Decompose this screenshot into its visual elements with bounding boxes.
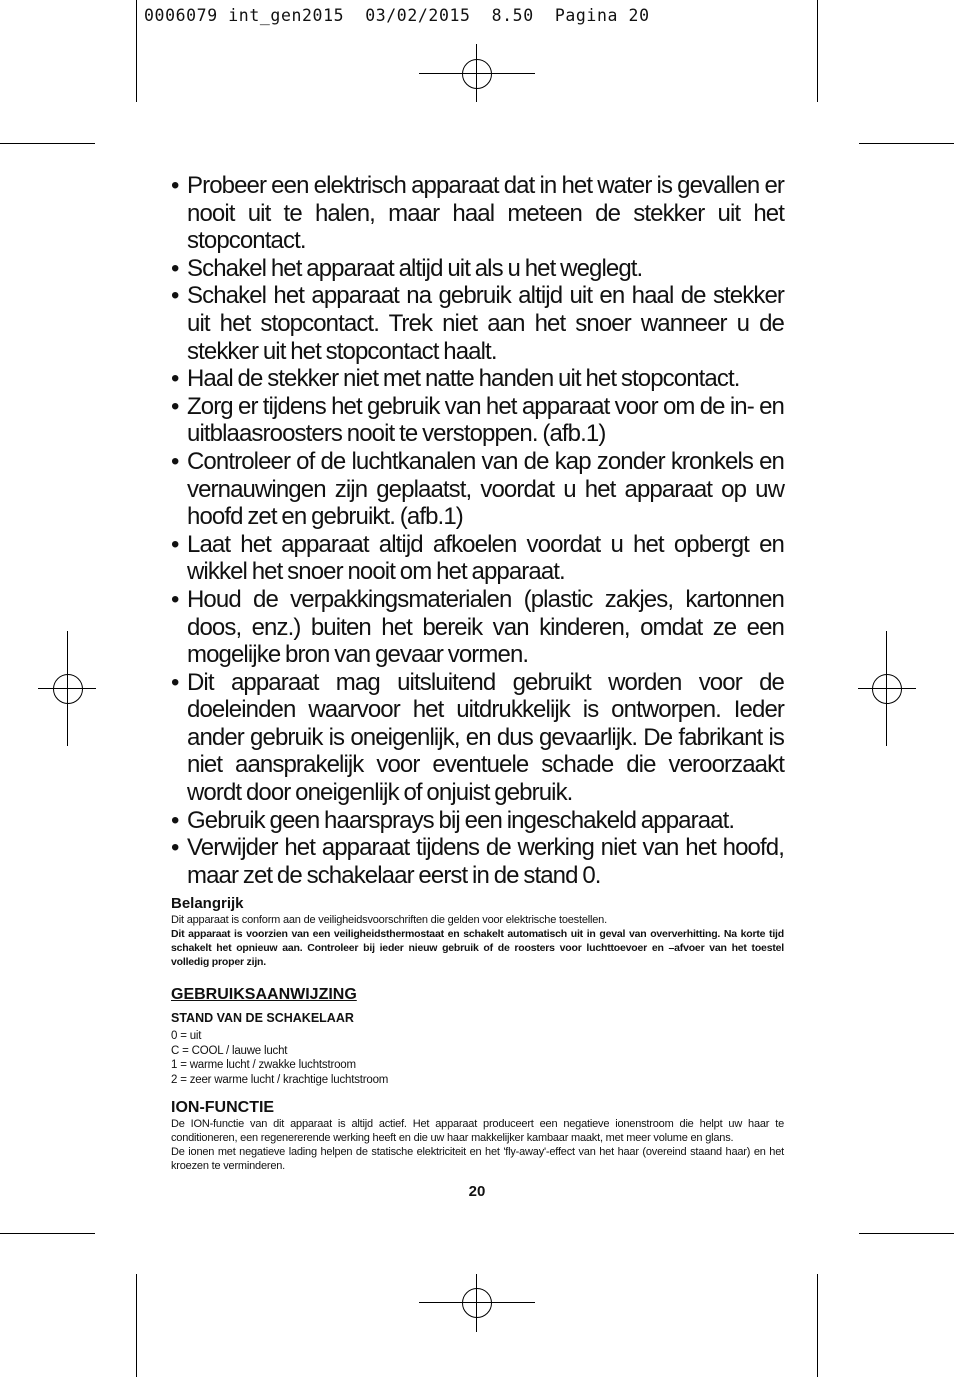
crop-mark-bottom-right-horizontal — [859, 1233, 954, 1234]
crop-mark-bottom-right-vertical — [817, 1274, 818, 1377]
ion-heading: ION-FUNCTIE — [171, 1099, 275, 1117]
switch-settings-list — [171, 1029, 784, 1087]
bullet-item: • Schakel het apparaat altijd uit als u het weglegt. — [171, 255, 784, 283]
page-number: 20 — [468, 1183, 486, 1200]
setting-item: 0 = uit — [171, 1030, 202, 1043]
bullet-item: • Houd de verpakkingsmaterialen (plastic zakjes, kartonnen doos, enz.) buiten het bereik van kinderen, omdat ze een mogelijke bron van gevaar vormen. — [171, 586, 784, 669]
bullet-item: • Controleer of de luchtkanalen van de kap zonder kronkels en vernauwingen zijn geplaatst, voordat u het apparaat op uw hoofd zet en gebruikt. (afb.1) — [171, 448, 784, 531]
crop-mark-bottom-left-vertical — [136, 1274, 137, 1377]
bullet-item: • Verwijder het apparaat tijdens de werking niet van het hoofd, maar zet de schakelaar eerst in de stand 0. — [171, 834, 784, 889]
setting-item: 2 = zeer warme lucht / krachtige luchtstroom — [171, 1073, 389, 1086]
ion-paragraph-1: De ION-functie van dit apparaat is altijd actief. Het apparaat produceert een negatieve ionenstroom die helpt uw haar te conditioneren, een regenererende werking heeft en die uw haar makkelijker kambaar maakt, met meer volume en glans. — [171, 1118, 784, 1145]
bullet-item: • Dit apparaat mag uitsluitend gebruikt worden voor de doeleinden waarvoor het uitdrukkelijk is ontworpen. Ieder ander gebruik is oneigenlijk, en dus gevaarlijk. De fabrikant is niet aansprakelijk voor eventuele schade die veroorzaakt wordt door oneigenlijk of onjuist gebruik. — [171, 669, 784, 807]
crop-mark-bottom-left-horizontal — [0, 1233, 95, 1234]
belangrijk-text: Dit apparaat is conform aan de veiligheidsvoorschriften die gelden voor elektrische toestellen. — [171, 914, 607, 927]
page-content — [171, 172, 784, 1173]
bullet-item: • Gebruik geen haarsprays bij een ingeschakeld apparaat. — [171, 807, 784, 835]
safety-bullet-list — [171, 172, 784, 889]
belangrijk-bold-text: Dit apparaat is voorzien van een veiligheidsthermostaat en schakelt automatisch uit in geval van oververhitting. Na korte tijd schakelt het opnieuw aan. Controleer bij ieder nieuw gebruik of de roosters voor luchttoevoer en –afvoer van het toestel volledig proper zijn. — [171, 928, 784, 969]
setting-item: 1 = warme lucht / zwakke luchtstroom — [171, 1059, 356, 1072]
belangrijk-heading: Belangrijk — [171, 895, 244, 913]
crop-mark-top-left-horizontal — [0, 143, 95, 144]
setting-item: C = COOL / lauwe lucht — [171, 1044, 288, 1057]
bullet-item: • Probeer een elektrisch apparaat dat in het water is gevallen er nooit uit te halen, maar haal meteen de stekker uit het stopcontact. — [171, 172, 784, 255]
print-slug: 0006079 int_gen2015 03/02/2015 8.50 Pagina 20 — [144, 6, 650, 25]
bullet-item: • Laat het apparaat altijd afkoelen voordat u het opbergt en wikkel het snoer nooit om het apparaat. — [171, 531, 784, 586]
switch-positions-subheading: STAND VAN DE SCHAKELAAR — [171, 1011, 354, 1026]
gebruiksaanwijzing-heading: GEBRUIKSAANWIJZING — [171, 986, 357, 1004]
ion-paragraph-2: De ionen met negatieve lading helpen de statische elektriciteit en het 'fly-away'-effect van het haar (overeind staand haar) en het kroezen te verminderen. — [171, 1146, 784, 1173]
bullet-item: • Zorg er tijdens het gebruik van het apparaat voor om de in- en uitblaasroosters nooit te verstoppen. (afb.1) — [171, 393, 784, 448]
bullet-item: • Haal de stekker niet met natte handen uit het stopcontact. — [171, 365, 784, 393]
crop-mark-top-right-horizontal — [859, 143, 954, 144]
crop-mark-top-right-vertical — [817, 0, 818, 102]
crop-mark-top-left-vertical — [136, 0, 137, 102]
bullet-item: • Schakel het apparaat na gebruik altijd uit en haal de stekker uit het stopcontact. Trek niet aan het snoer wanneer u de stekker uit het stopcontact haalt. — [171, 282, 784, 365]
